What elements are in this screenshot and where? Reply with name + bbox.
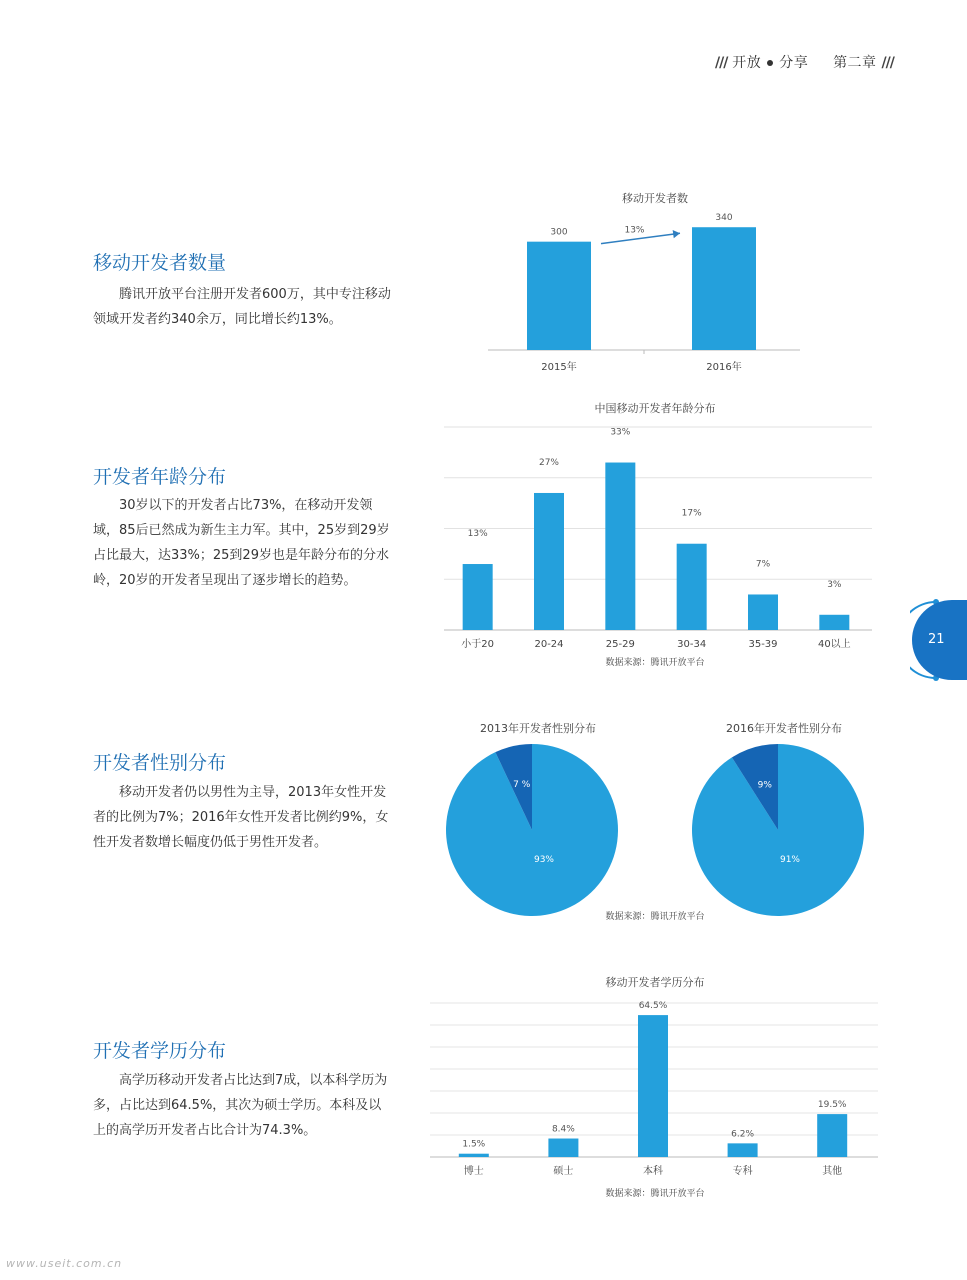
- pie-label-major: 91%: [779, 855, 801, 865]
- x-tick-label: 小于20: [461, 639, 495, 650]
- section-title-count: 移动开发者数量: [93, 252, 227, 274]
- data-label: 7%: [755, 559, 771, 570]
- bar-25-29: [605, 463, 635, 630]
- x-tick-label: 2016年: [706, 362, 742, 373]
- data-label: 300: [550, 227, 568, 238]
- bar-30-34: [677, 544, 707, 630]
- header-bars-right: ///: [881, 55, 894, 71]
- bar-专科: [728, 1143, 758, 1157]
- data-label: 8.4%: [551, 1124, 575, 1135]
- bar-2015年: [527, 242, 591, 350]
- data-source: 数据来源：腾讯开放平台: [605, 1189, 705, 1199]
- pie-label-minor: 9%: [757, 780, 772, 791]
- section-title-gender: 开发者性别分布: [93, 752, 227, 774]
- data-label: 33%: [610, 427, 631, 438]
- chart-education-distribution: [420, 968, 890, 1208]
- bar-博士: [459, 1154, 489, 1157]
- pie-title: 2016年开发者性别分布: [726, 722, 842, 735]
- bar-20-24: [534, 493, 564, 630]
- bar-2016年: [692, 227, 756, 350]
- chart-gender-distribution: [430, 715, 890, 930]
- x-tick-label: 专科: [732, 1166, 753, 1177]
- data-label: 3%: [827, 579, 842, 590]
- x-tick-label: 30-34: [677, 639, 707, 650]
- developer-count-svg: [470, 180, 820, 390]
- page-number: 21: [928, 632, 945, 647]
- data-label: 64.5%: [638, 1001, 668, 1012]
- page-number-tab: [910, 598, 967, 682]
- chart-title: 移动开发者数: [622, 192, 688, 205]
- chart-title: 中国移动开发者年龄分布: [594, 402, 716, 415]
- watermark: www.useit.com.cn: [6, 1257, 123, 1270]
- bar-其他: [817, 1114, 847, 1157]
- x-tick-label: 2015年: [541, 362, 577, 373]
- x-tick-label: 博士: [463, 1166, 484, 1177]
- data-label: 17%: [681, 508, 702, 519]
- bar-小于20: [463, 564, 493, 630]
- running-header: [715, 52, 894, 72]
- bar-本科: [638, 1015, 668, 1157]
- pie-label-major: 93%: [533, 855, 555, 865]
- x-tick-label: 20-24: [534, 639, 564, 650]
- data-label: 13%: [467, 529, 488, 540]
- bar-硕士: [548, 1139, 578, 1157]
- chart-age-distribution: [430, 395, 890, 680]
- chart-developer-count: [470, 180, 820, 390]
- data-label: 6.2%: [731, 1129, 755, 1140]
- header-bars-left: ///: [715, 55, 728, 71]
- gender-distribution-svg: [430, 715, 890, 930]
- x-tick-label: 其他: [822, 1166, 843, 1177]
- pie-title: 2013年开发者性别分布: [480, 722, 596, 735]
- age-distribution-svg: [430, 395, 890, 680]
- section-body-count: 腾讯开放平台注册开发者600万，其中专注移动领域开发者约340余万，同比增长约13%。: [93, 287, 391, 327]
- section-title-education: 开发者学历分布: [93, 1040, 227, 1062]
- data-label: 27%: [538, 457, 560, 468]
- bar-40以上: [819, 615, 849, 630]
- data-label: 1.5%: [462, 1139, 486, 1150]
- x-tick-label: 本科: [643, 1166, 663, 1177]
- header-left-text: 开放: [732, 55, 762, 71]
- x-tick-label: 硕士: [553, 1166, 574, 1177]
- education-distribution-svg: [420, 968, 890, 1208]
- section-title-age: 开发者年龄分布: [93, 466, 227, 488]
- x-tick-label: 40以上: [817, 639, 851, 650]
- chart-title: 移动开发者学历分布: [605, 976, 705, 989]
- header-dot: [767, 60, 773, 66]
- header-middle-text: 分享: [779, 55, 809, 71]
- data-label: 340: [715, 213, 733, 224]
- x-tick-label: 25-29: [605, 639, 635, 650]
- growth-annotation: 13%: [624, 225, 645, 236]
- x-tick-label: 35-39: [748, 639, 778, 650]
- data-label: 19.5%: [817, 1100, 847, 1111]
- section-body-gender: 移动开发者仍以男性为主导，2013年女性开发者的比例为7%；2016年女性开发者比例约9%，女性开发者数增长幅度仍低于男性开发者。: [93, 785, 389, 850]
- data-source: 数据来源：腾讯开放平台: [605, 912, 705, 922]
- section-body-education: 高学历移动开发者占比达到7成，以本科学历为多，占比达到64.5%，其次为硕士学历。本科及以上的高学历开发者占比合计为74.3%。: [93, 1073, 388, 1138]
- pie-label-minor: 7 %: [513, 779, 531, 790]
- bar-35-39: [748, 594, 778, 630]
- header-chapter: 第二章: [833, 55, 877, 71]
- data-source: 数据来源：腾讯开放平台: [605, 658, 705, 668]
- section-body-age: 30岁以下的开发者占比73%，在移动开发领域，85后已然成为新生主力军。其中，25岁到29岁占比最大，达33%；25到29岁也是年龄分布的分水岭，20岁的开发者呈现出了逐步增长的趋势。: [93, 498, 390, 588]
